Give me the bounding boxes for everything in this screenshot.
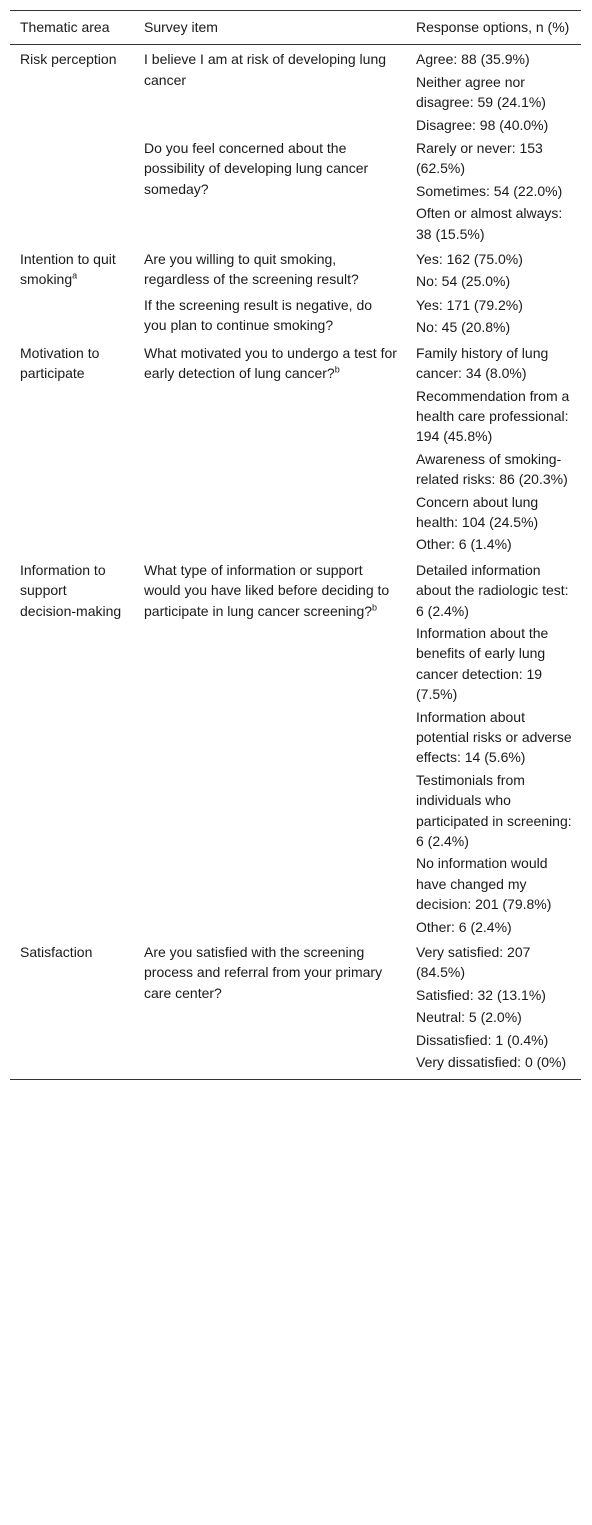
response-option: Agree: 88 (35.9%): [416, 51, 530, 68]
thematic-area-text: Satisfaction: [20, 944, 93, 961]
footnote-marker: b: [372, 601, 378, 612]
table-header: [10, 11, 581, 45]
response-option: No information would have changed my decision: 201 (79.8%): [416, 855, 552, 913]
table-row: [10, 45, 581, 137]
survey-table: [10, 10, 581, 1080]
response-option: Testimonials from individuals who participated in screening: 6 (2.4%): [416, 771, 572, 850]
cell-thematic-area: [10, 939, 134, 1079]
header-thematic-area: Thematic area: [10, 11, 134, 45]
survey-item-text: Do you feel concerned about the possibility of developing lung cancer someday?: [144, 140, 369, 197]
cell-survey-item: [134, 246, 406, 294]
cell-response-options: [406, 246, 581, 294]
cell-response-options: [406, 45, 581, 137]
survey-item-text: What motivated you to undergo a test for early detection of lung cancer?: [144, 344, 397, 382]
cell-thematic-area: [10, 294, 134, 340]
response-option: Very satisfied: 207 (84.5%): [416, 944, 531, 981]
cell-thematic-area: [10, 340, 134, 557]
table-row: [10, 246, 581, 294]
response-option: Neutral: 5 (2.0%): [416, 1009, 522, 1026]
thematic-area-text: Intention to quit smoking: [20, 251, 116, 288]
cell-response-options: [406, 340, 581, 557]
response-option: Dissatisfied: 1 (0.4%): [416, 1031, 549, 1048]
response-option: Awareness of smoking-related risks: 86 (20.3%): [416, 450, 568, 488]
thematic-area-text: Motivation to participate: [20, 344, 100, 382]
cell-survey-item: [134, 294, 406, 340]
header-row: [10, 11, 581, 45]
response-option: Recommendation from a health care professional: 194 (45.8%): [416, 387, 570, 445]
cell-survey-item: [134, 557, 406, 939]
table-row: [10, 294, 581, 340]
survey-item-text: Are you satisfied with the screening process and referral from your primary care center?: [144, 944, 383, 1001]
response-option: Other: 6 (2.4%): [416, 918, 512, 935]
response-option: Rarely or never: 153 (62.5%): [416, 140, 543, 177]
cell-response-options: [406, 294, 581, 340]
cell-response-options: [406, 939, 581, 1079]
cell-response-options: [406, 557, 581, 939]
response-option: Neither agree nor disagree: 59 (24.1%): [416, 73, 546, 111]
cell-thematic-area: [10, 557, 134, 939]
cell-thematic-area: [10, 45, 134, 137]
cell-thematic-area: [10, 246, 134, 294]
thematic-area-text: Information to support decision-making: [20, 561, 122, 619]
response-option: Other: 6 (1.4%): [416, 536, 512, 553]
thematic-area-text: Risk perception: [20, 51, 117, 68]
response-option: Concern about lung health: 104 (24.5%): [416, 493, 539, 530]
survey-table-container: [10, 10, 581, 1080]
cell-survey-item: [134, 939, 406, 1079]
table-row: [10, 939, 581, 1079]
response-option: No: 45 (20.8%): [416, 319, 511, 336]
cell-response-options: [406, 137, 581, 246]
cell-survey-item: [134, 137, 406, 246]
response-option: Disagree: 98 (40.0%): [416, 116, 549, 133]
footnote-marker: a: [72, 270, 78, 281]
response-option: Very dissatisfied: 0 (0%): [416, 1054, 567, 1071]
table-row: [10, 340, 581, 557]
response-option: Sometimes: 54 (22.0%): [416, 182, 563, 199]
response-option: Family history of lung cancer: 34 (8.0%): [416, 344, 549, 382]
response-option: Information about the benefits of early lung cancer detection: 19 (7.5%): [416, 624, 549, 703]
cell-survey-item: [134, 45, 406, 137]
cell-survey-item: [134, 340, 406, 557]
footnote-marker: b: [334, 364, 340, 375]
survey-item-text: Are you willing to quit smoking, regardless of the screening result?: [144, 251, 359, 288]
table-body: [10, 45, 581, 1079]
header-response-options: Response options, n (%): [406, 11, 581, 45]
header-survey-item: Survey item: [134, 11, 406, 45]
response-option: Yes: 162 (75.0%): [416, 251, 523, 268]
cell-thematic-area: [10, 137, 134, 246]
response-option: Yes: 171 (79.2%): [416, 296, 523, 313]
response-option: No: 54 (25.0%): [416, 273, 511, 290]
survey-item-text: If the screening result is negative, do you plan to continue smoking?: [144, 296, 373, 334]
response-option: Detailed information about the radiologic test: 6 (2.4%): [416, 561, 569, 619]
response-option: Information about potential risks or adverse effects: 14 (5.6%): [416, 708, 572, 766]
survey-item-text: I believe I am at risk of developing lung cancer: [144, 51, 387, 88]
response-option: Often or almost always: 38 (15.5%): [416, 205, 563, 242]
table-row: [10, 137, 581, 246]
response-option: Satisfied: 32 (13.1%): [416, 986, 546, 1003]
survey-item-text: What type of information or support would you have liked before deciding to participate in lung cancer screening?: [144, 561, 390, 619]
table-row: [10, 557, 581, 939]
